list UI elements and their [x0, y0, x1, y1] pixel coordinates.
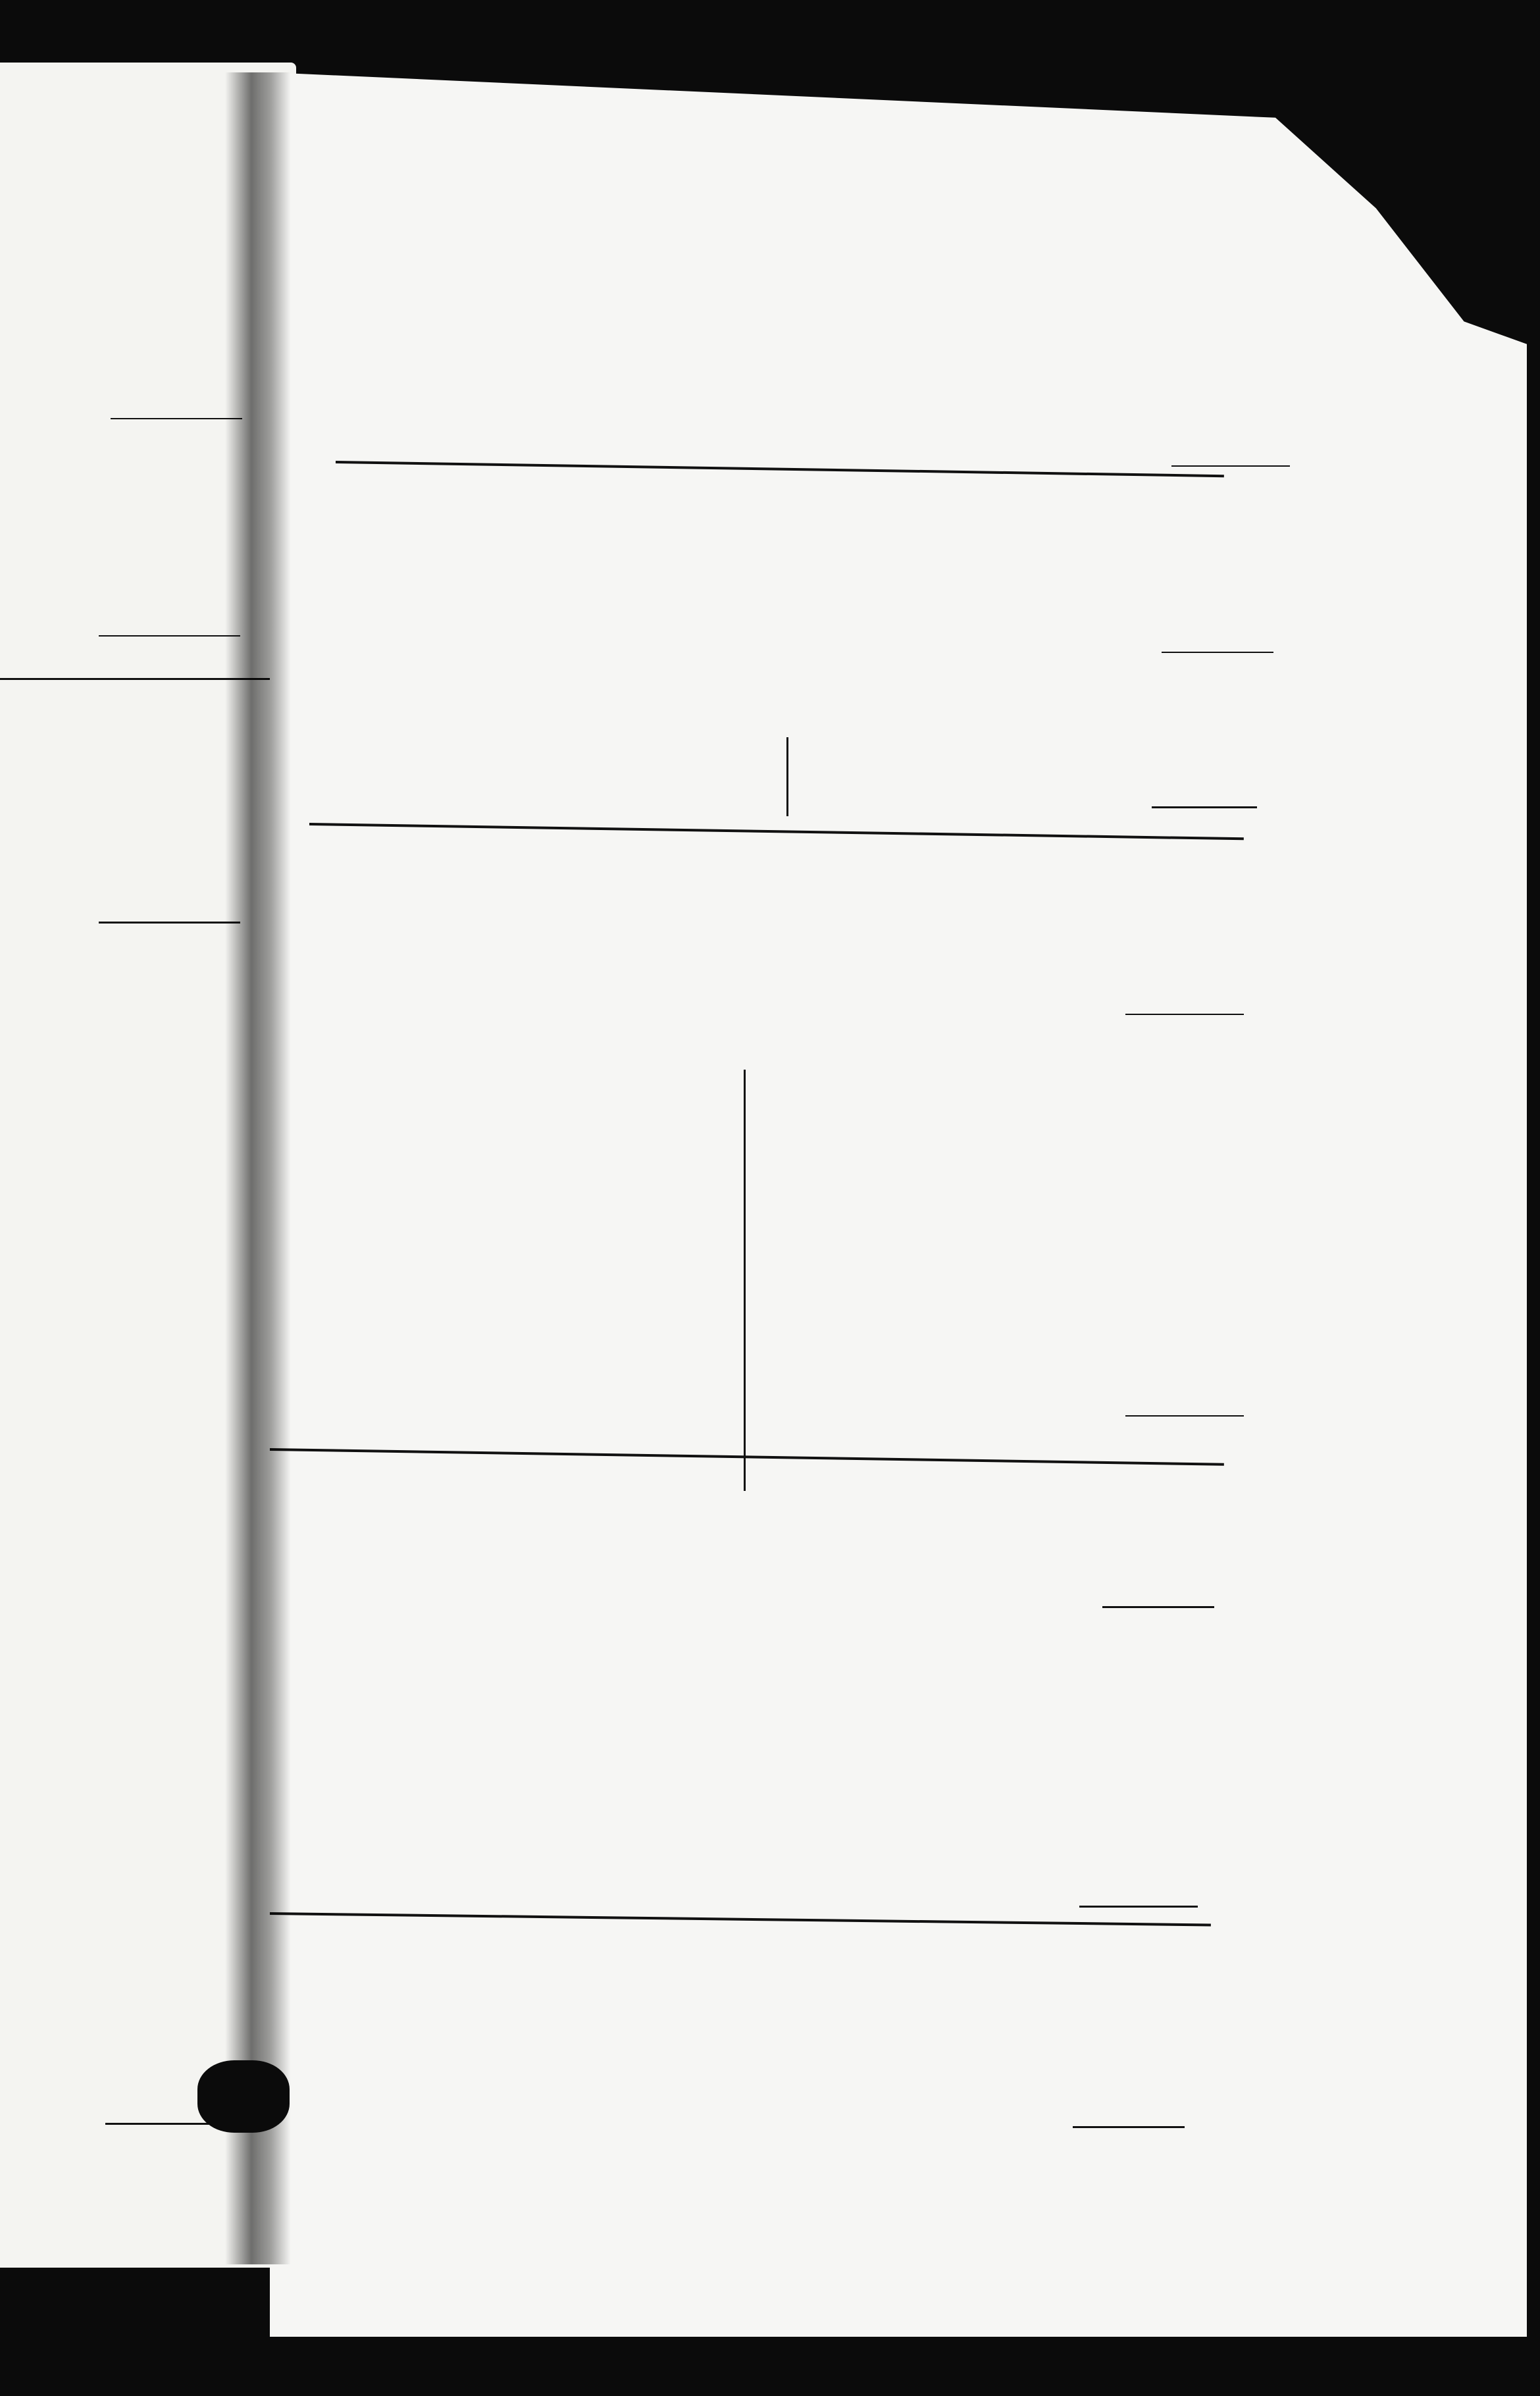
book-gutter-shadow: [225, 72, 291, 2264]
right-page: [270, 72, 1527, 2337]
torn-hole: [197, 2060, 290, 2133]
